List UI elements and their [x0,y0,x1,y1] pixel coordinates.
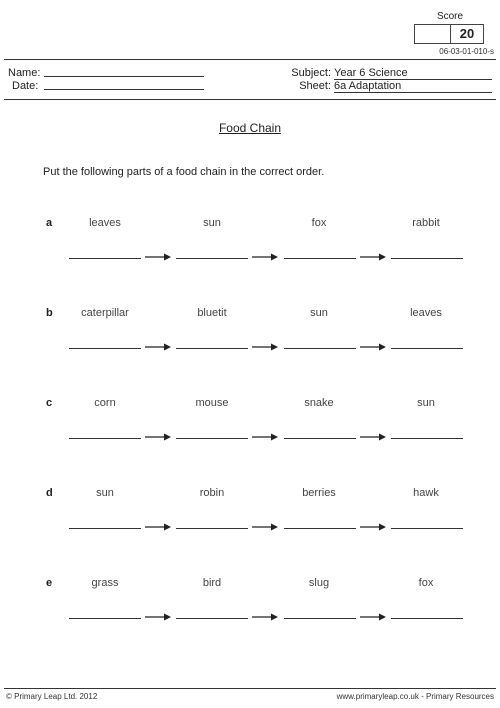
subject-label: Subject: [291,67,331,79]
score-total: 20 [459,26,475,41]
food-chain-word: hawk [413,487,439,499]
answer-blank[interactable] [176,438,248,439]
answer-blank[interactable] [176,348,248,349]
subject-value: Year 6 Science [334,67,492,80]
arrow-right-icon [144,252,172,262]
arrow-right-icon [359,252,387,262]
food-chain-word: robin [199,487,225,499]
answer-blank[interactable] [284,438,356,439]
answer-blank[interactable] [391,348,463,349]
instruction-text: Put the following parts of a food chain in the correct order. [43,166,325,178]
food-chain-word: sun [203,217,221,229]
worksheet-title: Food Chain [218,121,282,135]
answer-blank[interactable] [284,258,356,259]
sheet-label: Sheet: [299,80,331,92]
answer-blank[interactable] [176,528,248,529]
arrow-right-icon [359,612,387,622]
arrow-right-icon [144,342,172,352]
food-chain-word: mouse [195,397,229,409]
arrow-right-icon [251,342,279,352]
date-label: Date: [12,80,39,92]
food-chain-word: caterpillar [81,307,129,319]
answer-blank[interactable] [391,618,463,619]
answer-blank[interactable] [391,438,463,439]
arrow-right-icon [359,522,387,532]
food-chain-word: slug [308,577,330,589]
food-chain-word: sun [96,487,114,499]
footer-website: www.primaryleap.co.uk - Primary Resources [336,692,494,701]
info-divider [4,99,496,100]
food-chain-word: sun [310,307,328,319]
food-chain-word: corn [94,397,116,409]
food-chain-word: rabbit [412,217,440,229]
food-chain-word: bluetit [197,307,227,319]
arrow-right-icon [359,432,387,442]
arrow-right-icon [251,522,279,532]
food-chain-word: grass [91,577,119,589]
arrow-right-icon [251,252,279,262]
answer-blank[interactable] [391,258,463,259]
header-divider [4,59,496,60]
food-chain-word: fox [418,577,434,589]
question-letter: b [46,307,53,319]
food-chain-word: fox [311,217,327,229]
answer-blank[interactable] [284,528,356,529]
name-field[interactable] [44,76,204,77]
food-chain-word: leaves [410,307,442,319]
answer-blank[interactable] [284,348,356,349]
food-chain-word: bird [202,577,222,589]
question-letter: d [46,487,53,499]
answer-blank[interactable] [69,618,141,619]
answer-blank[interactable] [69,258,141,259]
arrow-right-icon [144,612,172,622]
sheet-code: 06-03-01-010-s [439,47,494,56]
footer-copyright: © Primary Leap Ltd. 2012 [6,692,98,701]
food-chain-word: snake [304,397,334,409]
score-box [414,24,484,44]
question-row [0,397,500,457]
score-input-cell[interactable] [415,25,451,43]
arrow-right-icon [251,612,279,622]
answer-blank[interactable] [69,348,141,349]
arrow-right-icon [144,432,172,442]
question-row [0,577,500,637]
answer-blank[interactable] [69,528,141,529]
date-field[interactable] [44,89,204,90]
question-letter: a [46,217,53,229]
food-chain-word: leaves [89,217,121,229]
answer-blank[interactable] [391,528,463,529]
arrow-right-icon [359,342,387,352]
arrow-right-icon [251,432,279,442]
answer-blank[interactable] [69,438,141,439]
name-label: Name: [8,67,41,79]
score-label: Score [436,11,464,22]
food-chain-word: berries [302,487,336,499]
question-row [0,487,500,547]
question-letter: e [46,577,53,589]
answer-blank[interactable] [176,618,248,619]
footer-divider [4,688,496,689]
sheet-value: 6a Adaptation [334,80,492,93]
arrow-right-icon [144,522,172,532]
question-letter: c [46,397,53,409]
answer-blank[interactable] [284,618,356,619]
question-row [0,307,500,367]
food-chain-word: sun [417,397,435,409]
question-row [0,217,500,277]
answer-blank[interactable] [176,258,248,259]
